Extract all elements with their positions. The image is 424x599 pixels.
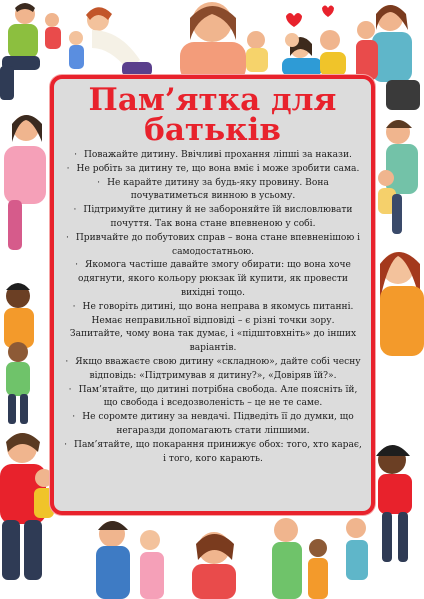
bullet-icon: · [72,301,76,312]
family-hug-illustration [282,30,346,76]
tip-text: Поважайте дитину. Ввічливі прохання ліпші за накази. [83,150,352,160]
bullet-icon: · [64,439,68,450]
tip-text: Пам’ятайте, що дитині потрібна свобода. Але поясніть їй, що свобода і вседозволеність – це не те саме. [78,384,358,409]
bullet-icon: · [65,232,69,243]
list-item [64,439,362,467]
list-item [64,204,362,232]
left-lower-family-illustration [0,433,54,580]
bullet-icon: · [73,205,77,216]
left-family-illustration [4,115,46,424]
tip-text: Не карайте дитину за будь-яку провину. Вона почуватиметься винною в усьому. [107,177,329,202]
bullet-icon: · [74,150,77,160]
bullet-icon: · [75,260,79,271]
tip-text: Підтримуйте дитину й не забороняйте їй висловлювати почуття. Так вона стане впевненою у собі. [83,205,353,229]
bottom-family-illustration [96,518,368,599]
bullet-icon: · [66,163,70,174]
mother-baby-illustration [180,2,268,82]
tip-text: Не робіть за дитину те, що вона вміє і може зробити сама. [76,163,360,174]
bullet-icon: · [97,177,101,188]
list-item [64,259,362,300]
list-item [64,356,362,384]
tips-list [64,149,362,466]
list-item [64,232,362,260]
tip-text: Якщо вважаєте свою дитину «складною», дайте собі чесну відповідь: «Підтримував я дитину?», «Довіряв їй?». [75,356,361,381]
heart-icon [322,6,334,18]
list-item [64,149,362,163]
memo-card [50,75,375,515]
tip-text: Пам’ятайте, що покарання принижує обох: того, хто карає, і того, кого карають. [74,439,362,464]
list-item [64,411,362,439]
title-line-1: Пам’ятка для [88,82,337,118]
heart-icon [286,13,302,27]
tip-text: Якомога частіше давайте змогу обирати: що вона хоче одягнути, якого кольору рюкзак їй купити, як провести вихідні тощо. [78,260,351,298]
bullet-icon: · [65,356,69,367]
bullet-icon: · [68,384,72,395]
tip-text: Не соромте дитину за невдачі. Підведіть її до думки, що негаразди допомагають стати ліпшими. [82,412,354,436]
tip-text: Привчайте до побутових справ – вона стане впевненішою і самодостатньою. [75,232,361,257]
list-item [64,163,362,177]
list-item [64,301,362,356]
woman-bending-illustration [69,7,152,76]
page-title [54,82,371,148]
bullet-icon: · [72,412,76,423]
tip-text: Не говоріть дитині, що вона неправа в якомусь питанні. Немає неправильної відповіді – є різні точки зору. Запитайте, чому вона так думає, і «підштовхніть» до інших варіантів. [69,301,357,354]
list-item [64,384,362,412]
right-family-illustration [376,120,424,562]
list-item [64,177,362,205]
title-line-2: батьків [144,112,281,148]
